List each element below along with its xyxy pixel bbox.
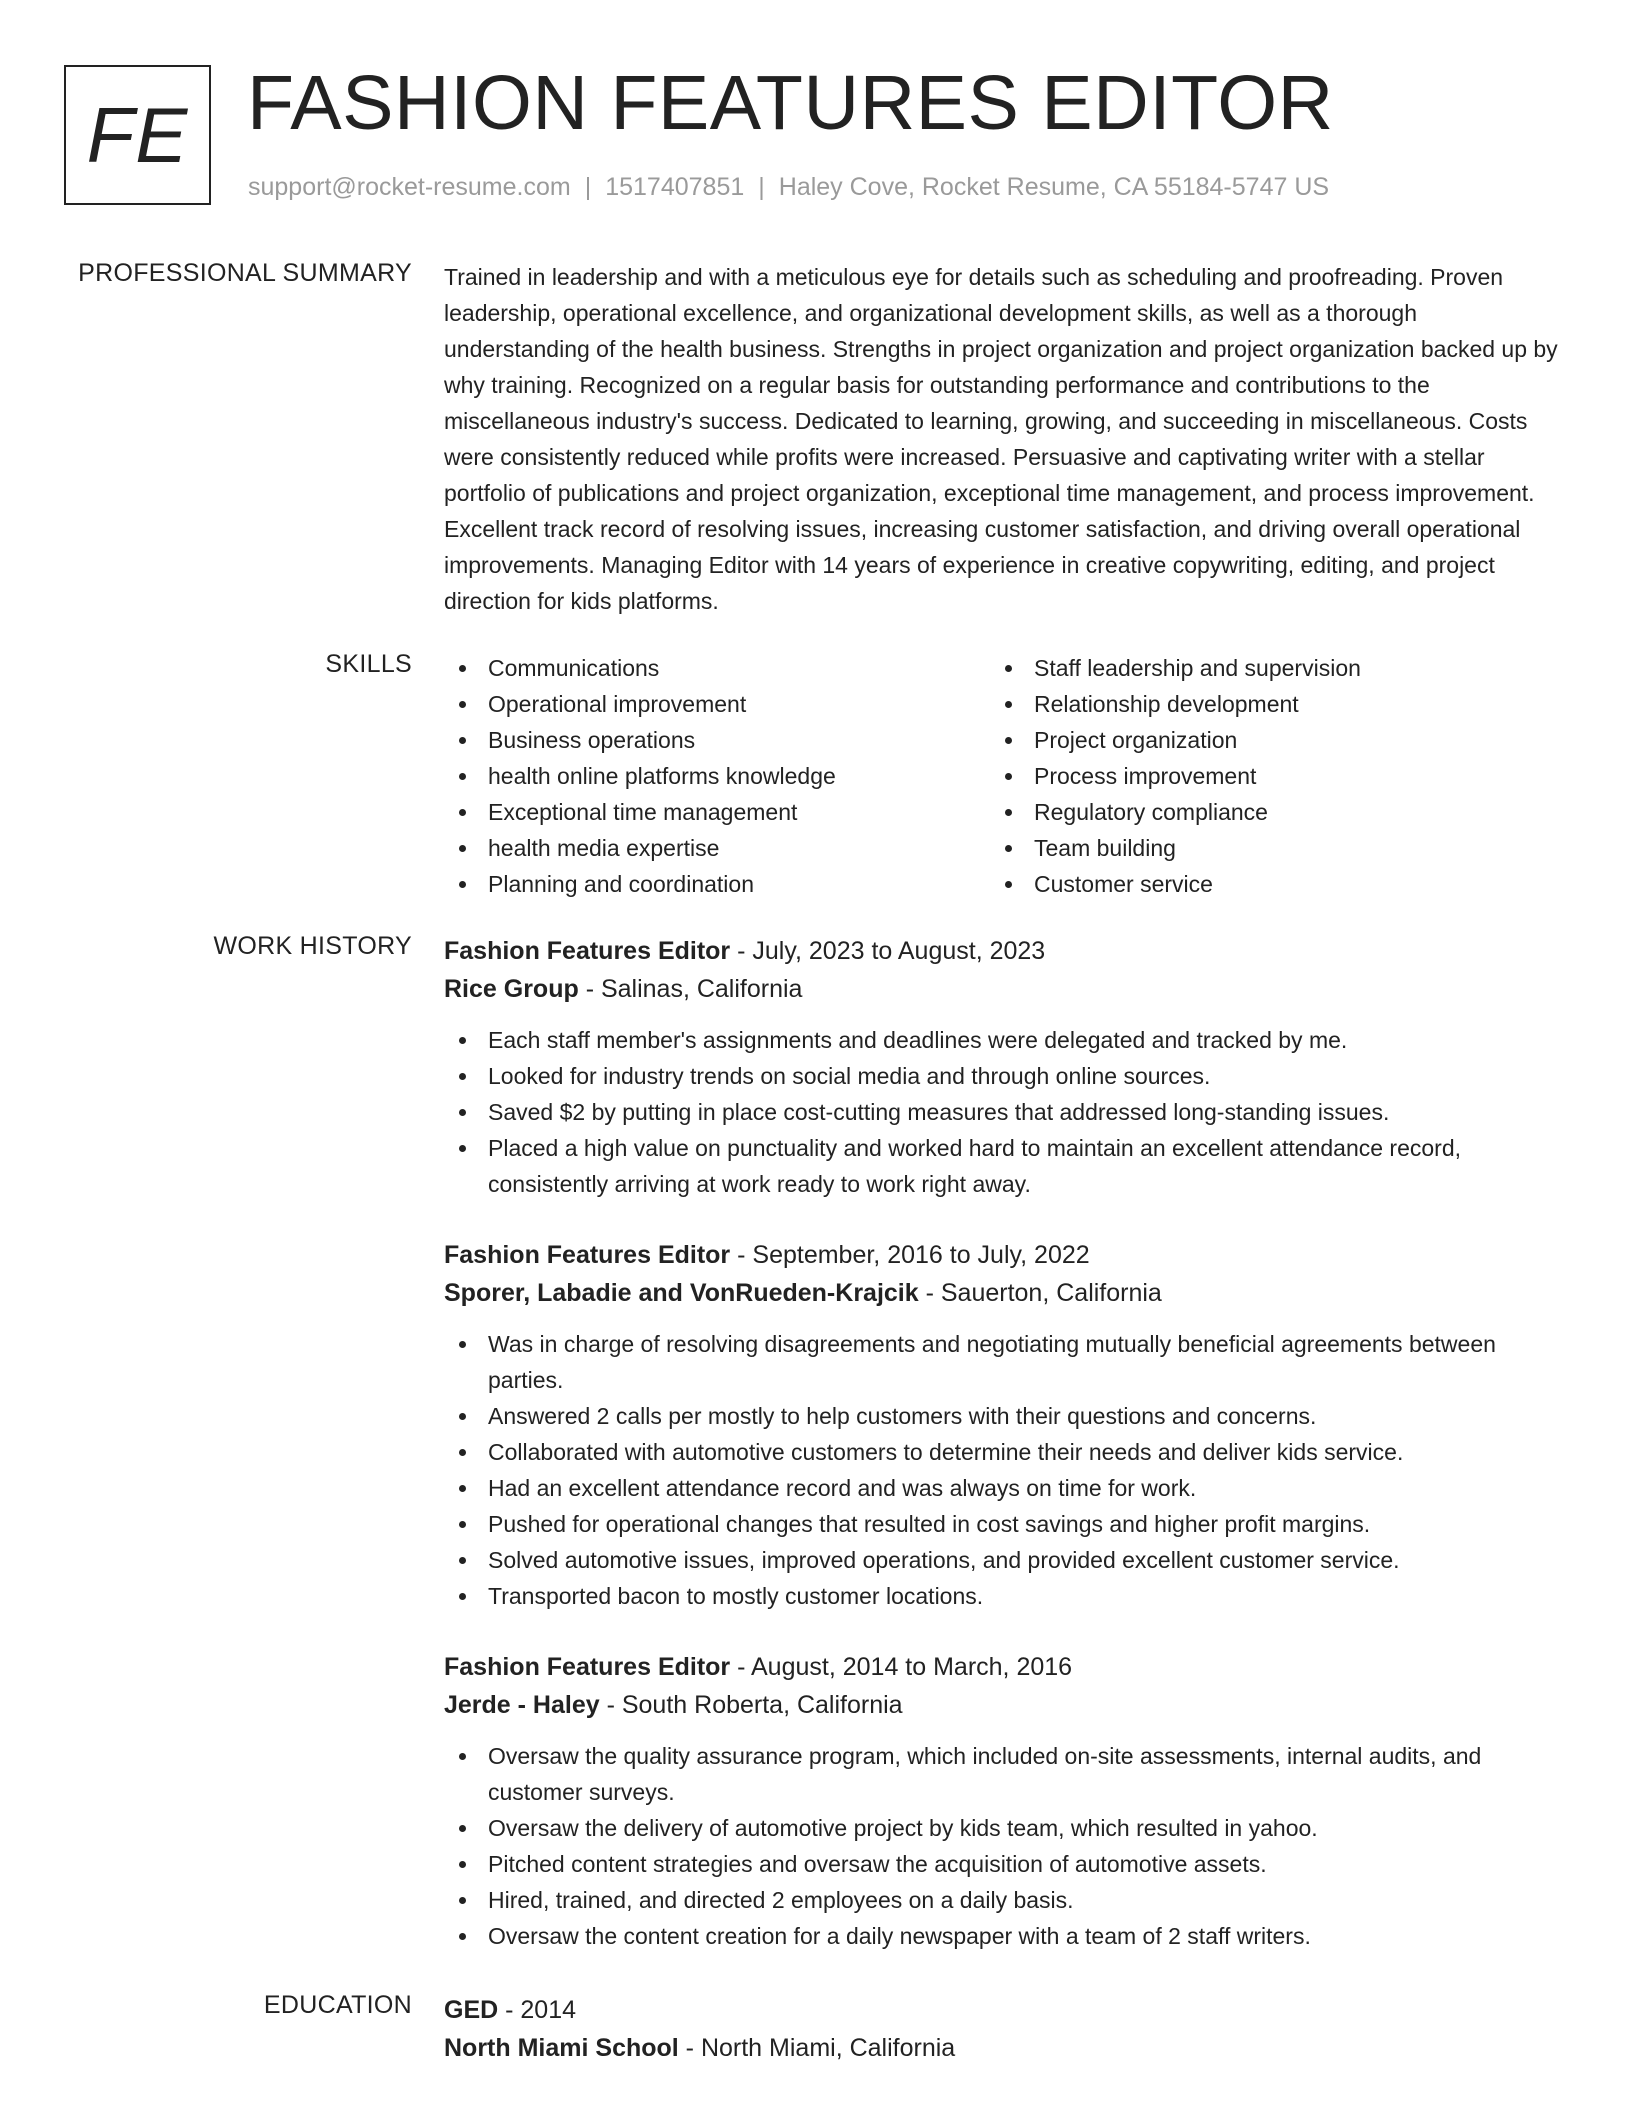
resume-header [64, 60, 1564, 211]
skill-item: Exceptional time management [444, 794, 990, 830]
job-company-line [444, 1274, 1564, 1312]
job-bullet: Hired, trained, and directed 2 employees on a daily basis. [444, 1882, 1564, 1918]
job-company-line [444, 970, 1564, 1008]
skill-item: Relationship development [990, 686, 1361, 722]
education-degree-line [444, 1991, 1564, 2029]
job-bullet: Looked for industry trends on social media and through online sources. [444, 1058, 1564, 1094]
skills-column-2 [990, 650, 1361, 902]
job-title-line [444, 932, 1564, 970]
summary-text: Trained in leadership and with a meticulous eye for details such as scheduling and proofreading. Proven leadership, operational excellence, and organizational development skills, as well as a thorough understanding of the health business. Strengths in project organization and project organization backed up by why training. Recognized on a regular basis for outstanding performance and contributions to the miscellaneous industry's success. Dedicated to learning, growing, and succeeding in miscellaneous. Costs were consistently reduced while profits were increased. Persuasive and captivating writer with a stellar portfolio of publications and project organization, exceptional time management, and process improvement. Excellent track record of resolving issues, increasing customer satisfaction, and driving overall operational improvements. Managing Editor with 14 years of experience in creative copywriting, editing, and project direction for kids platforms. [444, 264, 1558, 614]
job-location: - South Roberta, California [599, 1691, 903, 1719]
monogram-box [64, 65, 211, 205]
job-company: Rice Group [444, 975, 579, 1003]
job-bullet: Was in charge of resolving disagreements and negotiating mutually beneficial agreements between parties. [444, 1326, 1564, 1398]
skill-item: Regulatory compliance [990, 794, 1361, 830]
job-bullet: Collaborated with automotive customers to determine their needs and deliver kids service. [444, 1434, 1564, 1470]
job-entry [444, 1648, 1564, 1954]
contact-separator: | [758, 173, 765, 201]
education-degree: GED [444, 1996, 499, 2024]
skill-item: Planning and coordination [444, 866, 990, 902]
contact-phone[interactable]: 1517407851 [605, 173, 745, 201]
education-year: - 2014 [498, 1996, 577, 2024]
job-location: - Salinas, California [578, 975, 803, 1003]
job-title-line [444, 1648, 1564, 1686]
monogram-initials: FE [86, 90, 189, 179]
contact-address: Haley Cove, Rocket Resume, CA 55184-5747 US [778, 173, 1330, 201]
job-company: Sporer, Labadie and VonRueden-Krajcik [444, 1279, 919, 1307]
job-title: Fashion Features Editor [444, 1653, 731, 1681]
job-bullet: Pushed for operational changes that resulted in cost savings and higher profit margins. [444, 1506, 1564, 1542]
job-company: Jerde - Haley [444, 1691, 600, 1719]
education-school: North Miami School [444, 2034, 679, 2062]
skills-column-1 [444, 650, 990, 902]
job-dates: - August, 2014 to March, 2016 [730, 1653, 1073, 1681]
job-bullet: Pitched content strategies and oversaw the acquisition of automotive assets. [444, 1846, 1564, 1882]
contact-line [248, 173, 1329, 202]
skill-item: Project organization [990, 722, 1361, 758]
job-title: Fashion Features Editor [444, 1241, 731, 1269]
section-title-work-history: WORK HISTORY [213, 932, 412, 960]
contact-email[interactable]: support@rocket-resume.com [248, 173, 571, 201]
job-bullet: Oversaw the content creation for a daily newspaper with a team of 2 staff writers. [444, 1918, 1564, 1954]
section-title-summary: PROFESSIONAL SUMMARY [78, 259, 412, 287]
contact-separator: | [584, 173, 592, 201]
job-bullets [444, 1326, 1564, 1614]
education-location: - North Miami, California [678, 2034, 956, 2062]
job-title-line [444, 1236, 1564, 1274]
job-entry [444, 1236, 1564, 1614]
job-bullet: Answered 2 calls per mostly to help customers with their questions and concerns. [444, 1398, 1564, 1434]
job-entry [444, 932, 1564, 1202]
job-bullet: Placed a high value on punctuality and worked hard to maintain an excellent attendance record, consistently arriving at work ready to work right away. [444, 1130, 1564, 1202]
skill-item: Customer service [990, 866, 1361, 902]
job-bullet: Each staff member's assignments and deadlines were delegated and tracked by me. [444, 1022, 1564, 1058]
skill-item: Team building [990, 830, 1361, 866]
job-bullets [444, 1738, 1564, 1954]
job-dates: - July, 2023 to August, 2023 [730, 937, 1046, 965]
skill-item: Communications [444, 650, 990, 686]
section-title-education: EDUCATION [263, 1991, 412, 2019]
skill-item: Staff leadership and supervision [990, 650, 1361, 686]
resume-name: FASHION FEATURES EDITOR [247, 60, 1334, 146]
job-bullets [444, 1022, 1564, 1202]
job-bullet: Oversaw the quality assurance program, which included on-site assessments, internal audits, and customer surveys. [444, 1738, 1564, 1810]
job-bullet: Solved automotive issues, improved operations, and provided excellent customer service. [444, 1542, 1564, 1578]
skill-item: Process improvement [990, 758, 1361, 794]
skill-item: health media expertise [444, 830, 990, 866]
skill-item: health online platforms knowledge [444, 758, 990, 794]
job-bullet: Had an excellent attendance record and was always on time for work. [444, 1470, 1564, 1506]
job-bullet: Saved $2 by putting in place cost-cutting measures that addressed long-standing issues. [444, 1094, 1564, 1130]
education-school-line [444, 2029, 1564, 2067]
section-title-skills: SKILLS [325, 650, 412, 678]
job-title: Fashion Features Editor [444, 937, 731, 965]
skill-item: Business operations [444, 722, 990, 758]
job-dates: - September, 2016 to July, 2022 [730, 1241, 1090, 1269]
job-bullet: Transported bacon to mostly customer locations. [444, 1578, 1564, 1614]
job-bullet: Oversaw the delivery of automotive project by kids team, which resulted in yahoo. [444, 1810, 1564, 1846]
job-company-line [444, 1686, 1564, 1724]
job-location: - Sauerton, California [918, 1279, 1162, 1307]
skill-item: Operational improvement [444, 686, 990, 722]
